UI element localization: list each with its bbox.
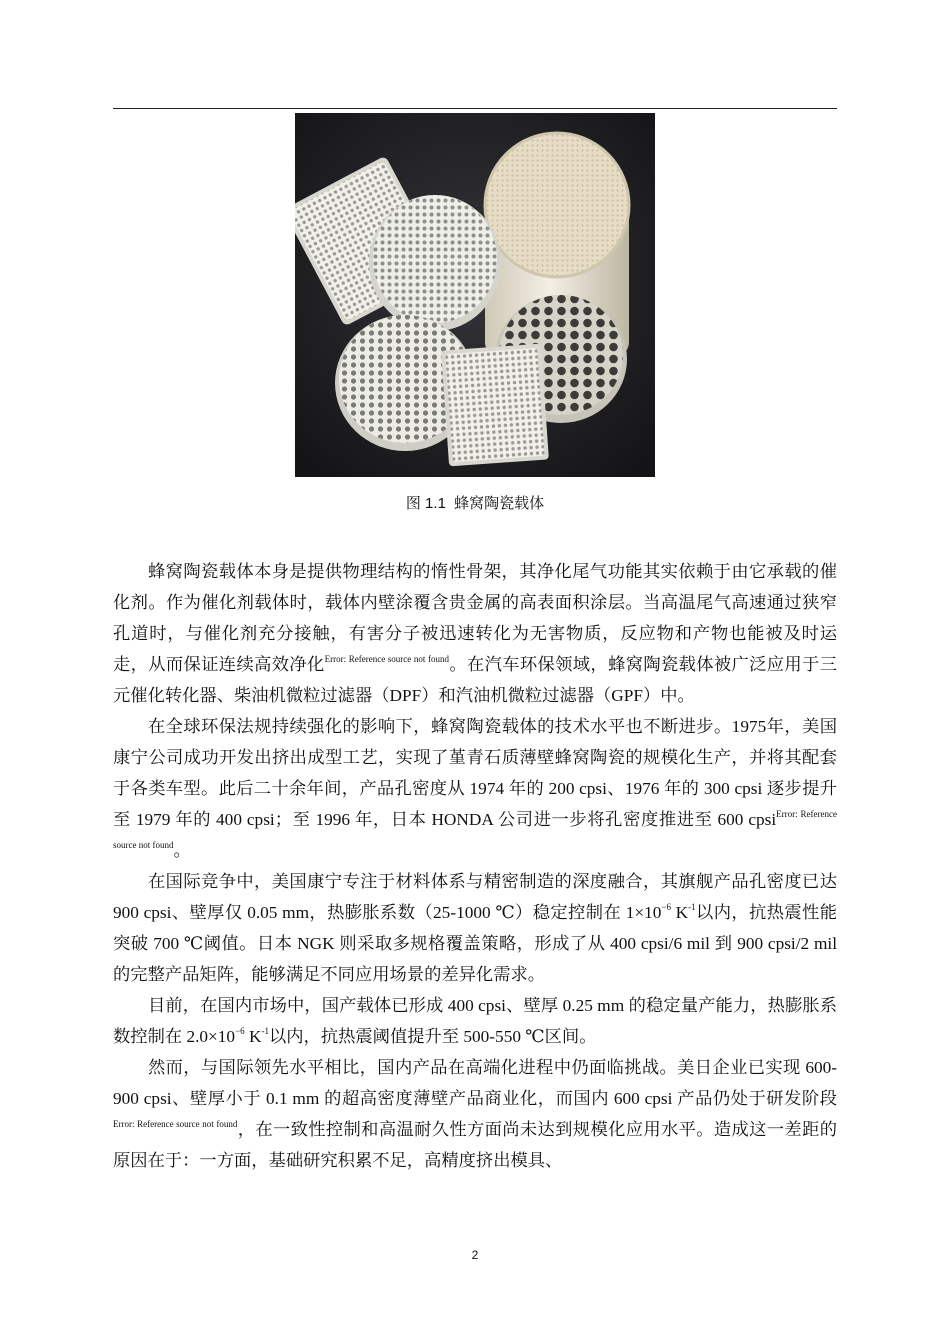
figure-caption	[0, 492, 950, 513]
body-text	[113, 556, 837, 1176]
paragraph-text: 在全球环保法规持续强化的影响下，蜂窝陶瓷载体的技术水平也不断进步。1975年，美国康宁公司成功开发出挤出成型工艺，实现了堇青石质薄壁蜂窝陶瓷的规模化生产，并将其配套于各类车型。此后二十余年间，产品孔密度从 1974 年的 200 cpsi、1976 年的 300 cpsi 逐步提升至 1979 年的 400 cpsi；至 1996 年，日本 HONDA 公司进一步将孔密度推进至 600 cpsi	[113, 717, 837, 829]
page-number: 2	[471, 1248, 479, 1262]
citation-error: Error: Reference source not found	[324, 654, 449, 664]
superscript: -1	[688, 902, 696, 912]
header-rule	[113, 108, 837, 109]
paragraph-text: ，在一致性控制和高温耐久性方面尚未达到规模化应用水平。造成这一差距的原因在于：一方面，基础研究积累不足，高精度挤出模具、	[113, 1120, 837, 1170]
superscript: −6	[235, 1026, 245, 1036]
paragraph	[113, 866, 837, 990]
paragraph-text: K	[670, 903, 689, 922]
paragraph	[113, 556, 837, 711]
superscript: -1	[261, 1026, 269, 1036]
figure-title: 蜂窝陶瓷载体	[454, 495, 545, 512]
paragraph-text: 在国际竞争中，美国康宁专注于材料体系与精密制造的深度融合，其旗舰产品孔密度已达 900 cpsi、壁厚仅 0.05 mm，热膨胀系数（25-1000 ℃）稳定控制在 1×10	[113, 872, 837, 922]
paragraph-text: 。在汽车环保领域，蜂窝陶瓷载体被广泛应用于三元催化转化器、柴油机微粒过滤器（DPF）和汽油机微粒过滤器（GPF）中。	[113, 655, 837, 705]
paragraph-text: 目前，在国内市场中，国产载体已形成 400 cpsi、壁厚 0.25 mm 的稳定量产能力，热膨胀系数控制在 2.0×10	[113, 996, 837, 1046]
paragraph-text: K	[244, 1027, 262, 1046]
paragraph	[113, 1052, 837, 1176]
paragraph-text: 蜂窝陶瓷载体本身是提供物理结构的惰性骨架，其净化尾气功能其实依赖于由它承载的催化剂。作为催化剂载体时，载体内壁涂覆含贵金属的高表面积涂层。当高温尾气高速通过狭窄孔道时，与催化剂充分接触，有害分子被迅速转化为无害物质，反应物和产物也能被及时运走，从而保证连续高效净化	[113, 562, 837, 674]
paragraph-text: 然而，与国际领先水平相比，国内产品在高端化进程中仍面临挑战。美日企业已实现 600-900 cpsi、壁厚小于 0.1 mm 的超高密度薄壁产品商业化，而国内 600 cpsi 产品仍处于研发阶段	[113, 1058, 837, 1108]
paragraph	[113, 990, 837, 1052]
superscript: −6	[661, 902, 671, 912]
citation-error: Error: Reference source not found	[113, 1119, 238, 1129]
paragraph-text: 以内，抗热震阈值提升至 500-550 ℃区间。	[268, 1027, 597, 1046]
paragraph	[113, 711, 837, 866]
citation-error: Error: Reference source not found	[113, 809, 837, 850]
paragraph-text: 。	[173, 841, 191, 860]
paragraph-text: 以内，抗热震性能突破 700 ℃阈值。日本 NGK 则采取多规格覆盖策略，形成了从 400 cpsi/6 mil 到 900 cpsi/2 mil 的完整产品矩阵，能够满足不同应用场景的差异化需求。	[113, 903, 837, 984]
honeycomb-ceramic-photo	[295, 113, 655, 477]
figure-label: 图 1.1	[405, 495, 446, 512]
